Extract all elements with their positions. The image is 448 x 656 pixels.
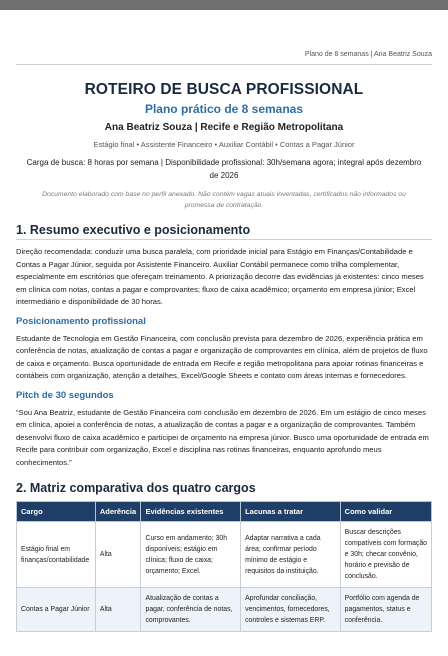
column-header-aderencia: Aderência (95, 502, 141, 522)
table-cell: Alta (95, 522, 141, 588)
executive-summary-text: Direção recomendada: conduzir uma busca paralela, com prioridade inicial para Estágio em Finanças/Contabilidade e Contas a Pagar Júnior, seguida por Assistente Financeiro. Auxiliar Contábil permanece como trilha complementar, especialmente em escritórios que ofereçam treinamento. A priorização decorre das evidências já existentes: cinco meses em clínica com notas, contas a pagar e comprovantes; fluxo de caixa acadêmico; orçamento em empresa júnior; Excel intermediário e disponibilidade de 30 horas. (16, 247, 424, 306)
document-subtitle: Plano prático de 8 semanas (144, 102, 304, 116)
table-cell: Aprofundar conciliação, vencimentos, fornecedores, controles e sistemas ERP. (241, 588, 341, 632)
target-roles-line: Estágio final • Assistente Financeiro • Auxiliar Contábil • Contas a Pagar Júnior (93, 140, 355, 149)
header-divider (16, 64, 432, 65)
table-cell: Atualização de contas a pagar, conferência de notas, comprovantes. (141, 588, 241, 632)
section-2-heading: 2. Matriz comparativa dos quatro cargos (16, 481, 256, 495)
column-header-validar: Como validar (340, 502, 431, 522)
availability-line: Carga de busca: 8 horas por semana | Disponibilidade profissional: 30h/semana agora; integral após dezembro de 2026 (26, 158, 422, 180)
table-cell: Alta (95, 588, 141, 632)
positioning-heading: Posicionamento profissional (16, 315, 146, 327)
column-header-lacunas: Lacunas a tratar (241, 502, 341, 522)
document-title: ROTEIRO DE BUSCA PROFISSIONAL (84, 81, 364, 98)
running-header: Plano de 8 semanas | Ana Beatriz Souza (304, 51, 432, 58)
table-cell: Estágio final em finanças/contabilidade (17, 522, 96, 588)
table-cell: Buscar descrições compatíveis com formação e 30h; checar convênio, horário e previsão de conclusão. (340, 522, 431, 588)
table-header-row (17, 502, 432, 522)
comparison-table (16, 501, 432, 632)
section-1-heading: 1. Resumo executivo e posicionamento (16, 223, 432, 240)
positioning-text: Estudante de Tecnologia em Gestão Financeira, com conclusão prevista para dezembro de 2026, experiência prática em conferência de notas, atualização de contas a pagar e organização de comprovantes em clínica, além de projetos de fluxo de caixa e orçamento. Busca oportunidade de entrada em Recife e região metropolitana para apoiar rotinas financeiras e contábeis com organização, atenção a detalhes, Excel/Google Sheets e contato com áreas internas e fornecedores. (16, 333, 428, 380)
table-cell: Contas a Pagar Júnior (17, 588, 96, 632)
disclaimer-note: Documento elaborado com base no perfil anexado. Não contém vagas atuais inventadas, certificados não informados ou promessa de contratação. (42, 191, 406, 209)
table-row (17, 522, 432, 588)
table-row (17, 588, 432, 632)
column-header-evidencias: Evidências existentes (141, 502, 241, 522)
document-page (0, 51, 448, 632)
pitch-heading: Pitch de 30 segundos (16, 389, 114, 401)
column-header-cargo: Cargo (17, 502, 96, 522)
table-cell: Portfólio com agenda de pagamentos, status e conferência. (340, 588, 431, 632)
table-cell: Adaptar narrativa a cada área; confirmar período mínimo de estágio e requisitos da instituição. (241, 522, 341, 588)
pitch-text: “Sou Ana Beatriz, estudante de Gestão Financeira com conclusão em dezembro de 2026. Em um estágio de cinco meses em clínica, apoiei a conferência de notas, a atualização de contas a pagar e a organização de comprovantes. Também desenvolvi fluxo de caixa acadêmico e participei de orçamento na empresa júnior. Busco uma oportunidade de entrada em Recife para contribuir com organização, Excel e disciplina nas rotinas financeiras, enquanto aprofundo meus conhecimentos.” (16, 407, 429, 467)
top-bar (0, 0, 448, 10)
table-cell: Curso em andamento; 30h disponíveis; estágio em clínica; fluxo de caixa; orçamento; Excel. (141, 522, 241, 588)
candidate-name-line: Ana Beatriz Souza | Recife e Região Metropolitana (104, 122, 344, 133)
